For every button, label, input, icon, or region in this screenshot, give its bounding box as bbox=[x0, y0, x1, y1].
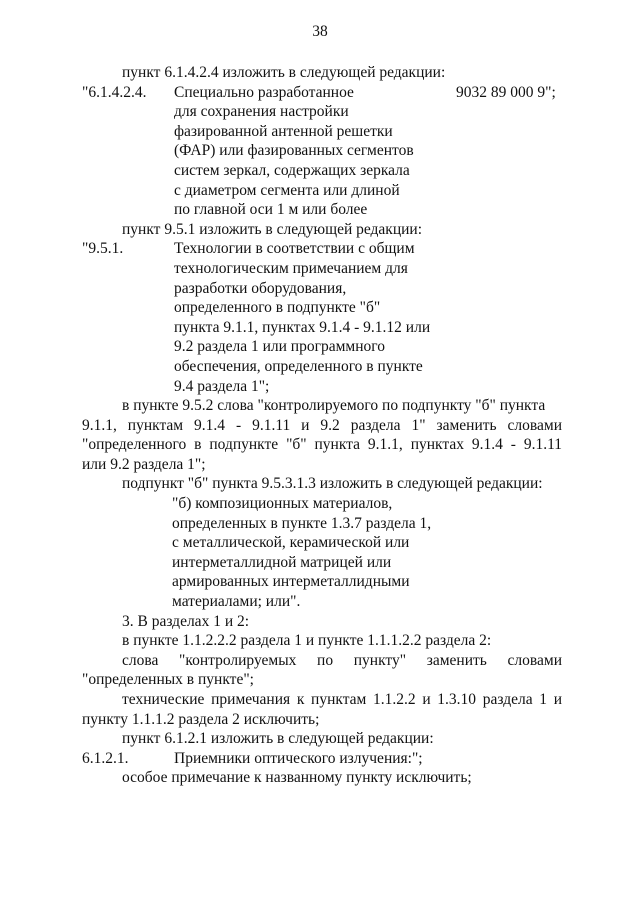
subclause-line: определенных в пункте 1.3.7 раздела 1, bbox=[172, 514, 432, 532]
paragraph-line: "определенного в подпункте "б" пункта 9.1.1, пунктах 9.1.4 - 9.1.11 bbox=[82, 436, 562, 454]
page-number: 38 bbox=[312, 23, 328, 40]
clause-reference: в пункте 1.1.2.2.2 раздела 1 и пункте 1.1.1.2.2 раздела 2: bbox=[122, 632, 492, 650]
subclause-line: армированных интерметаллидными bbox=[172, 573, 410, 591]
paragraph-line: в пункте 9.5.2 слова "контролируемого по подпункту "б" пункта bbox=[122, 397, 546, 415]
amendment-intro: пункт 6.1.2.1 изложить в следующей редакции: bbox=[122, 730, 434, 748]
description-line: (ФАР) или фазированных сегментов bbox=[174, 142, 414, 160]
clause-6-1-4-2-4 bbox=[82, 83, 562, 220]
paragraph-line: пункту 1.1.1.2 раздела 2 исключить; bbox=[82, 710, 320, 728]
description-line: Технологии в соответствии с общим bbox=[174, 240, 415, 258]
clause-description: Приемники оптического излучения:"; bbox=[174, 749, 423, 767]
description-line: по главной оси 1 м или более bbox=[174, 201, 368, 219]
subclause-line: "б) композиционных материалов, bbox=[172, 495, 393, 513]
paragraph-line: технические примечания к пунктам 1.1.2.2 и 1.3.10 раздела 1 и bbox=[122, 691, 562, 708]
clause-description bbox=[174, 83, 562, 220]
description-line: 9.2 раздела 1 или программного bbox=[174, 338, 385, 356]
subclause-text bbox=[172, 494, 562, 612]
subclause-line: с металлической, керамической или bbox=[172, 534, 410, 552]
description-line: разработки оборудования, bbox=[174, 279, 347, 297]
amendment-paragraph bbox=[82, 396, 562, 474]
document-body bbox=[82, 63, 562, 788]
description-line: Специально разработанное 9032 89 000 9"; bbox=[174, 83, 556, 101]
clause-code: 6.1.2.1. bbox=[82, 749, 129, 767]
clause-6-1-2-1 bbox=[82, 749, 562, 769]
description-line: пункта 9.1.1, пунктах 9.1.4 - 9.1.12 или bbox=[174, 318, 431, 336]
amendment-intro: подпункт "б" пункта 9.5.3.1.3 изложить в следующей редакции: bbox=[122, 475, 543, 493]
description-line: технологическим примечанием для bbox=[174, 259, 408, 277]
clause-9-5-1 bbox=[82, 239, 562, 396]
description-line: с диаметром сегмента или длиной bbox=[174, 181, 400, 199]
description-line: определенного в подпункте "б" bbox=[174, 299, 381, 317]
description-line: 9.4 раздела 1"; bbox=[174, 377, 270, 395]
amendment-intro: пункт 9.5.1 изложить в следующей редакции: bbox=[122, 220, 423, 238]
paragraph-line: слова "контролируемых по пункту" заменить словами bbox=[122, 651, 562, 669]
paragraph-line: "определенных в пункте"; bbox=[82, 671, 254, 689]
subclause-line: материалами; или". bbox=[172, 593, 301, 611]
paragraph-line: 9.1.1, пунктам 9.1.4 - 9.1.11 и 9.2 раздела 1" заменить словами bbox=[82, 416, 562, 434]
amendment-intro: пункт 6.1.4.2.4 изложить в следующей редакции: bbox=[122, 64, 446, 81]
description-line: систем зеркал, содержащих зеркала bbox=[174, 161, 410, 179]
paragraph-line: особое примечание к названному пункту исключить; bbox=[122, 769, 472, 787]
paragraph-line: или 9.2 раздела 1"; bbox=[82, 455, 206, 473]
clause-code: "9.5.1. bbox=[82, 240, 124, 258]
description-line: обеспечения, определенного в пункте bbox=[174, 357, 423, 375]
subclause-line: интерметаллидной матрицей или bbox=[172, 553, 392, 571]
clause-code: "6.1.4.2.4. bbox=[82, 83, 147, 101]
clause-description bbox=[174, 239, 562, 396]
section-heading: 3. В разделах 1 и 2: bbox=[122, 612, 250, 630]
description-line: фазированной антенной решетки bbox=[174, 122, 393, 140]
hs-code: 9032 89 000 9"; bbox=[456, 83, 556, 101]
description-line: для сохранения настройки bbox=[174, 103, 349, 121]
